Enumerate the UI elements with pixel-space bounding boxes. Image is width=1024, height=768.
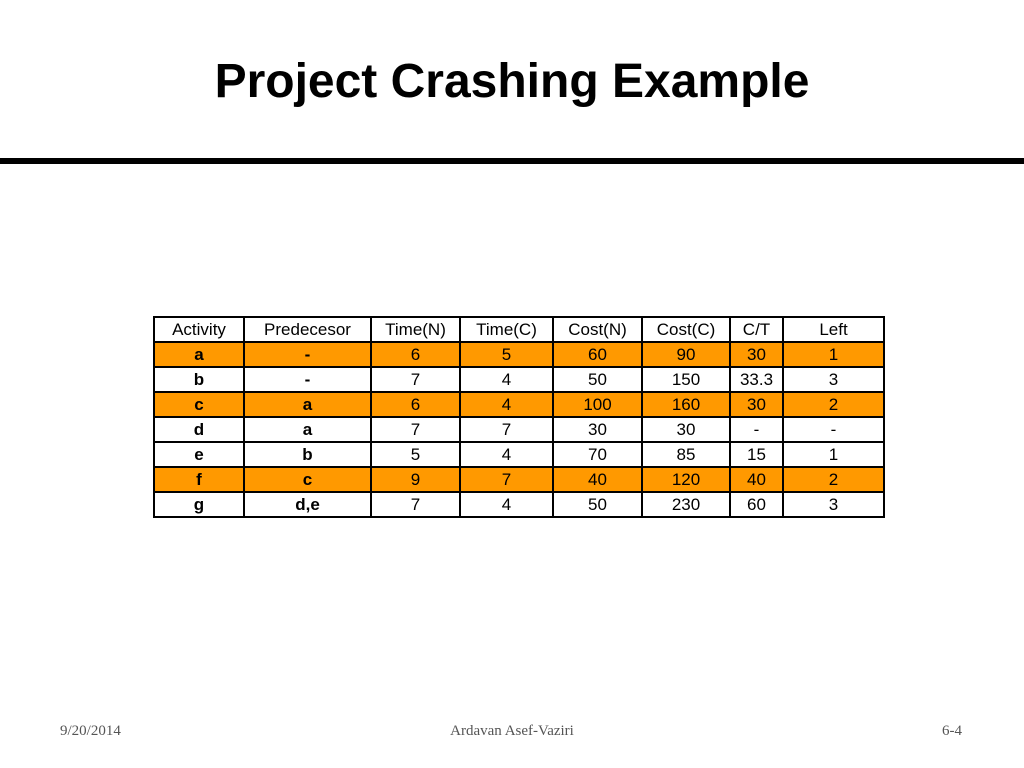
cell-left: 1 [783, 342, 884, 367]
cell-activity: b [154, 367, 244, 392]
table-row [154, 492, 884, 517]
cell-time-normal: 7 [371, 492, 460, 517]
cell-predecessor: a [244, 417, 371, 442]
cell-predecessor: - [244, 342, 371, 367]
table-row [154, 367, 884, 392]
cell-cost-normal: 70 [553, 442, 642, 467]
cell-predecessor: - [244, 367, 371, 392]
cell-cost-per-time: 30 [730, 392, 783, 417]
table-row [154, 417, 884, 442]
cell-cost-normal: 40 [553, 467, 642, 492]
column-header-time-crash: Time(C) [460, 317, 553, 342]
cell-cost-crash: 90 [642, 342, 730, 367]
table-row [154, 392, 884, 417]
cell-left: 3 [783, 367, 884, 392]
column-header-left: Left [783, 317, 884, 342]
cell-cost-per-time: 33.3 [730, 367, 783, 392]
cell-time-crash: 5 [460, 342, 553, 367]
footer-page-number: 6-4 [942, 723, 962, 739]
cell-left: 3 [783, 492, 884, 517]
cell-time-normal: 5 [371, 442, 460, 467]
cell-cost-normal: 30 [553, 417, 642, 442]
cell-cost-crash: 30 [642, 417, 730, 442]
cell-cost-normal: 100 [553, 392, 642, 417]
cell-cost-crash: 120 [642, 467, 730, 492]
cell-activity: g [154, 492, 244, 517]
table-header-row [154, 317, 884, 342]
cell-cost-per-time: 60 [730, 492, 783, 517]
cell-predecessor: c [244, 467, 371, 492]
column-header-cost-normal: Cost(N) [553, 317, 642, 342]
table-row [154, 467, 884, 492]
cell-cost-normal: 50 [553, 492, 642, 517]
cell-time-normal: 6 [371, 342, 460, 367]
cell-cost-per-time: - [730, 417, 783, 442]
column-header-predecessor: Predecesor [244, 317, 371, 342]
cell-left: 2 [783, 392, 884, 417]
cell-activity: a [154, 342, 244, 367]
column-header-cost-per-time: C/T [730, 317, 783, 342]
cell-time-normal: 7 [371, 417, 460, 442]
crashing-table [153, 316, 885, 518]
cell-time-crash: 4 [460, 367, 553, 392]
cell-left: 1 [783, 442, 884, 467]
cell-time-normal: 7 [371, 367, 460, 392]
table-row [154, 342, 884, 367]
cell-cost-normal: 60 [553, 342, 642, 367]
cell-left: - [783, 417, 884, 442]
cell-time-normal: 9 [371, 467, 460, 492]
footer-date: 9/20/2014 [60, 723, 121, 739]
cell-cost-normal: 50 [553, 367, 642, 392]
cell-activity: d [154, 417, 244, 442]
cell-cost-crash: 160 [642, 392, 730, 417]
column-header-activity: Activity [154, 317, 244, 342]
cell-time-crash: 7 [460, 467, 553, 492]
slide-title: Project Crashing Example [214, 55, 810, 108]
table-row [154, 442, 884, 467]
cell-time-crash: 4 [460, 492, 553, 517]
cell-cost-per-time: 30 [730, 342, 783, 367]
footer-author: Ardavan Asef-Vaziri [450, 723, 574, 739]
cell-predecessor: b [244, 442, 371, 467]
title-divider [0, 158, 1024, 164]
cell-left: 2 [783, 467, 884, 492]
cell-cost-crash: 150 [642, 367, 730, 392]
cell-time-crash: 4 [460, 392, 553, 417]
cell-activity: e [154, 442, 244, 467]
cell-time-crash: 4 [460, 442, 553, 467]
cell-predecessor: a [244, 392, 371, 417]
cell-cost-per-time: 15 [730, 442, 783, 467]
cell-cost-crash: 230 [642, 492, 730, 517]
cell-predecessor: d,e [244, 492, 371, 517]
column-header-cost-crash: Cost(C) [642, 317, 730, 342]
cell-activity: f [154, 467, 244, 492]
column-header-time-normal: Time(N) [371, 317, 460, 342]
cell-activity: c [154, 392, 244, 417]
cell-cost-per-time: 40 [730, 467, 783, 492]
cell-time-crash: 7 [460, 417, 553, 442]
crashing-table-container [153, 316, 885, 518]
cell-time-normal: 6 [371, 392, 460, 417]
cell-cost-crash: 85 [642, 442, 730, 467]
